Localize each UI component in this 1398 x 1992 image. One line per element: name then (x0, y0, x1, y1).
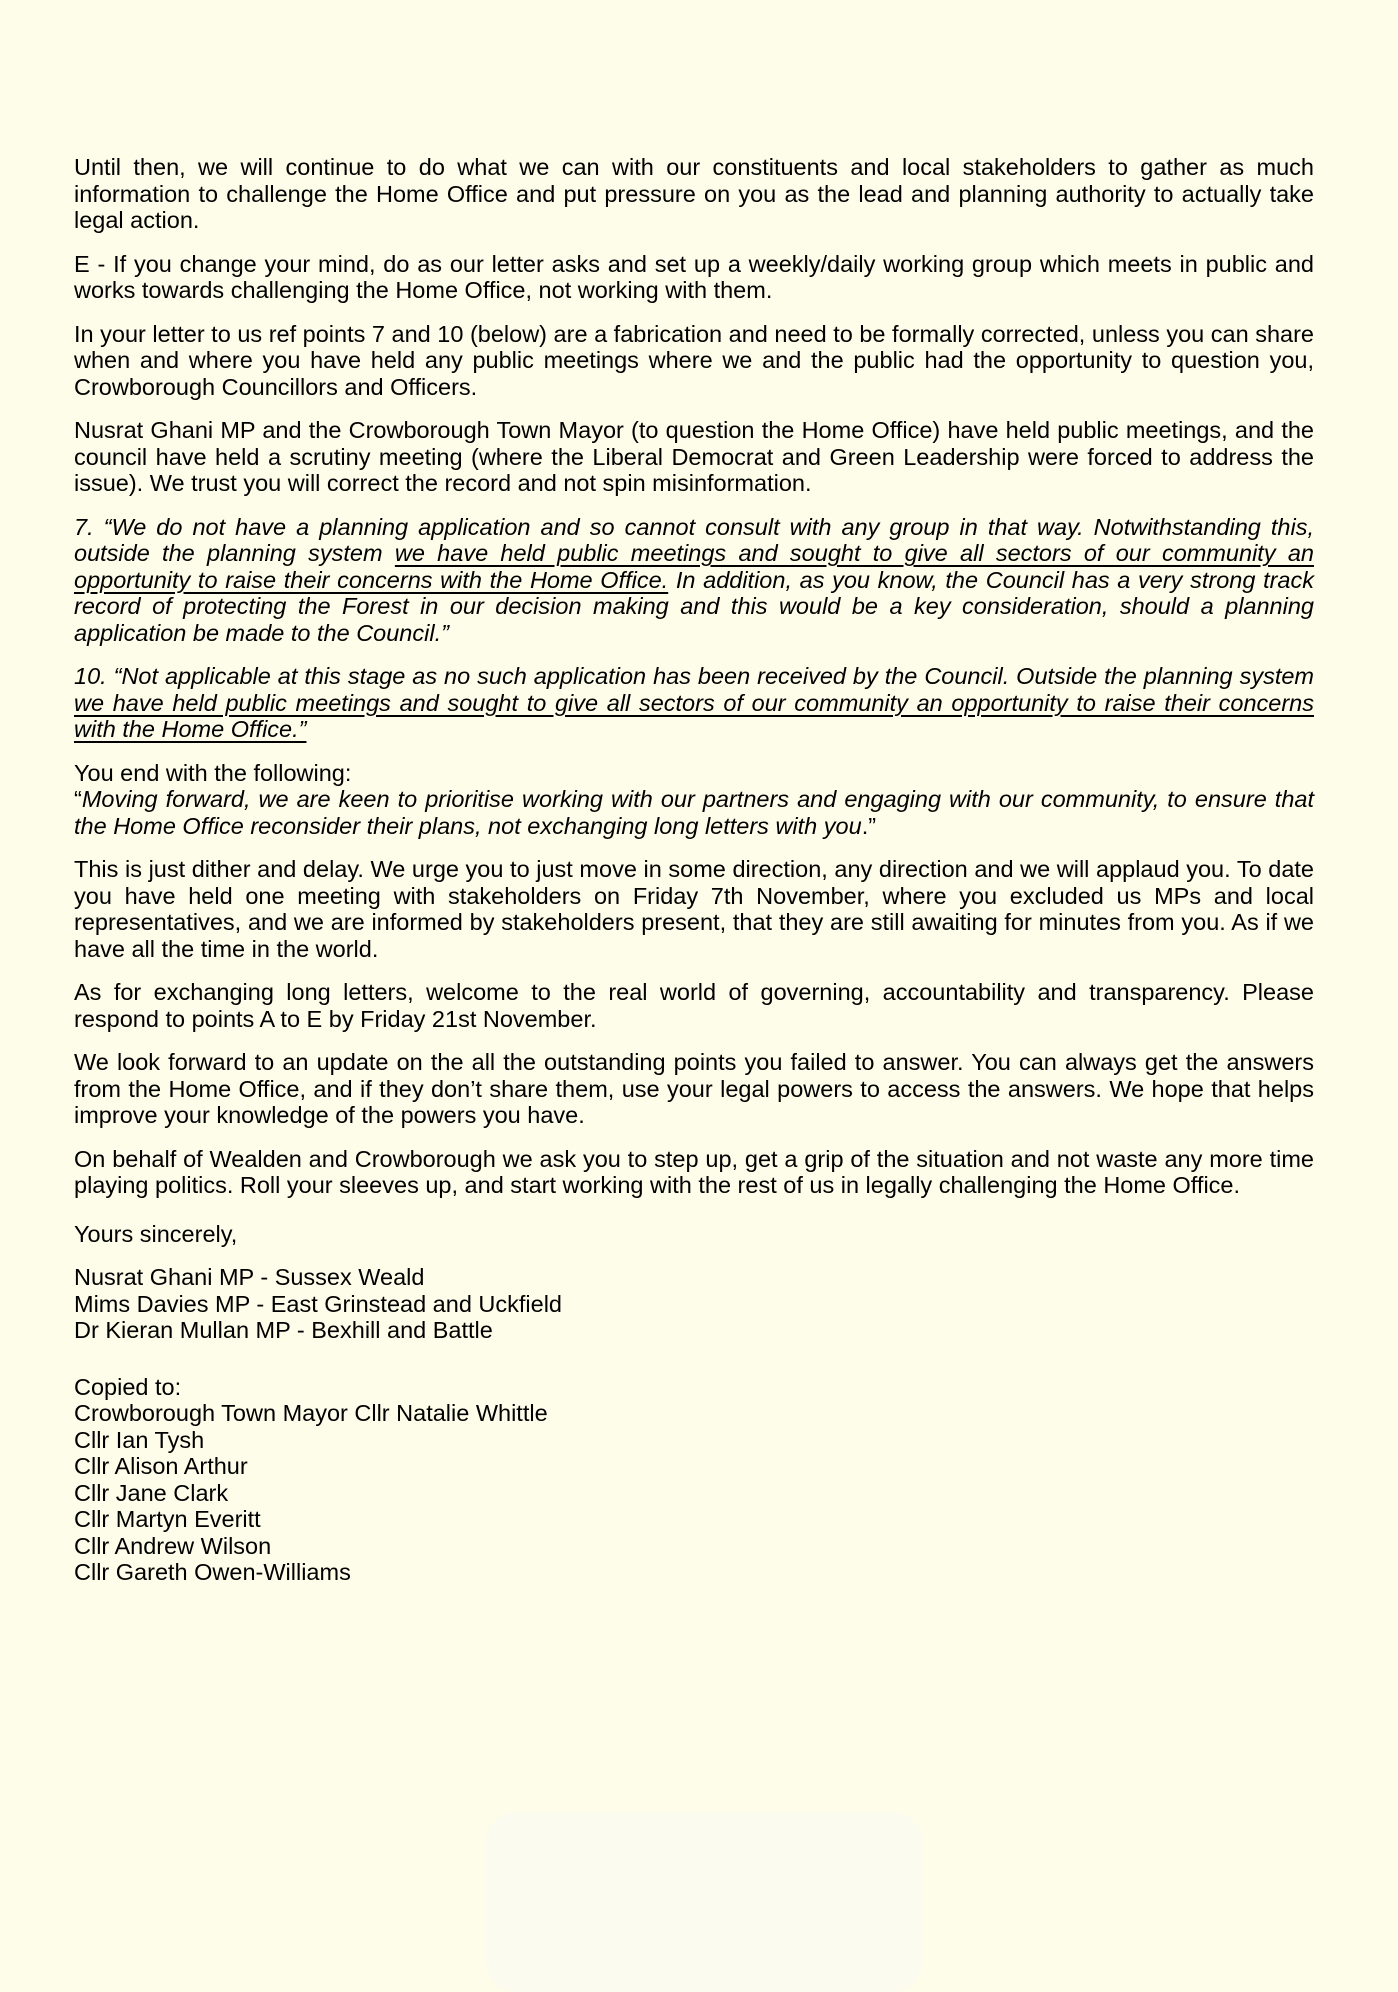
paragraph-on-behalf: On behalf of Wealden and Crowborough we ask you to step up, get a grip of the situation and not waste any more time playing politics. Roll your sleeves up, and start working with the rest of us in legally challenging the Home Office. (74, 1145, 1314, 1198)
paragraph-until-then: Until then, we will continue to do what we can with our constituents and local stakeholders to gather as much information to challenge the Home Office and put pressure on you as the lead and planning authority to actually take legal action. (74, 154, 1314, 233)
highlight-panel (486, 1812, 922, 1992)
cc-name-6: Cllr Andrew Wilson (74, 1532, 272, 1559)
point-10-lead: 10. “Not applicable at this stage as no such application has been received by the Council. Outside the planning system (74, 663, 1314, 689)
paragraph-dither: This is just dither and delay. We urge you to just move in some direction, any direction and we will applaud you. To date you have held one meeting with stakeholders on Friday 7th November, where you excluded us MPs and local representatives, and we are informed by stakeholders present, that they are still awaiting for minutes from you. As if we have all the time in the world. (74, 856, 1314, 962)
point-7-underlined: we have held public meetings and sought to give all sectors of our community an opportunity to raise their concerns with the Home Office. (74, 540, 1314, 593)
signature-block (74, 1264, 1314, 1344)
quoted-point-7 (74, 514, 1314, 647)
paragraph-exchanging: As for exchanging long letters, welcome to the real world of governing, accountability and transparency. Please respond to points A to E by Friday 21st November. (74, 979, 1314, 1032)
cc-name-3: Cllr Alison Arthur (74, 1453, 248, 1479)
paragraph-public-meetings: Nusrat Ghani MP and the Crowborough Town Mayor (to question the Home Office) have held public meetings, and the council have held a scrutiny meeting (where the Liberal Democrat and Green Leadership were forced to address the issue). We trust you will correct the record and not spin misinformation. (74, 417, 1314, 496)
quoted-point-10 (74, 663, 1314, 743)
signatory-1: Nusrat Ghani MP - Sussex Weald (74, 1264, 425, 1290)
cc-name-2: Cllr Ian Tysh (74, 1426, 205, 1453)
point-10-underlined: we have held public meetings and sought to give all sectors of our community an opportunity to raise their concerns with the Home Office.” (74, 689, 1314, 742)
signatory-2: Mims Davies MP - East Grinstead and Uckfield (74, 1290, 563, 1317)
you-end-quote-open: “ (74, 786, 82, 812)
paragraph-look-forward: We look forward to an update on the all the outstanding points you failed to answer. You can always get the answers from the Home Office, and if they don’t share them, use your legal powers to access the answers. We hope that helps improve your knowledge of the powers you have. (74, 1049, 1314, 1128)
paragraph-point-e: E - If you change your mind, do as our letter asks and set up a weekly/daily working group which meets in public and works towards challenging the Home Office, not working with them. (74, 250, 1314, 303)
you-end-quote-close: .” (861, 812, 877, 839)
letter-page (74, 154, 1314, 1603)
you-end-quote-text: Moving forward, we are keen to prioritise working with our partners and engaging with our community, to ensure that the Home Office reconsider their plans, not exchanging long letters with you (74, 786, 1314, 839)
point-7-lead: 7. “We do not have a planning application and so cannot consult with any group in that way. Notwithstanding this, outside the planning system (74, 513, 1314, 566)
you-end-intro: You end with the following: (74, 759, 352, 786)
point-7-tail: In addition, as you know, the Council has a very strong track record of protecting the Forest in our decision making and this would be a key consideration, should a planning application be made to the Council.” (74, 566, 1314, 646)
cc-name-7: Cllr Gareth Owen-Williams (74, 1559, 351, 1585)
cc-name-4: Cllr Jane Clark (74, 1479, 229, 1506)
signatory-3: Dr Kieran Mullan MP - Bexhill and Battle (74, 1317, 493, 1343)
cc-name-1: Crowborough Town Mayor Cllr Natalie Whittle (74, 1400, 548, 1426)
paragraph-ref-points: In your letter to us ref points 7 and 10 (below) are a fabrication and need to be formally corrected, unless you can share when and where you have held any public meetings where we and the public had the opportunity to question you, Crowborough Councillors and Officers. (74, 320, 1314, 400)
cc-block (74, 1374, 1314, 1586)
paragraph-you-end (74, 760, 1314, 840)
closing-salutation: Yours sincerely, (74, 1220, 238, 1247)
cc-name-5: Cllr Martyn Everitt (74, 1506, 261, 1532)
cc-label: Copied to: (74, 1373, 182, 1400)
